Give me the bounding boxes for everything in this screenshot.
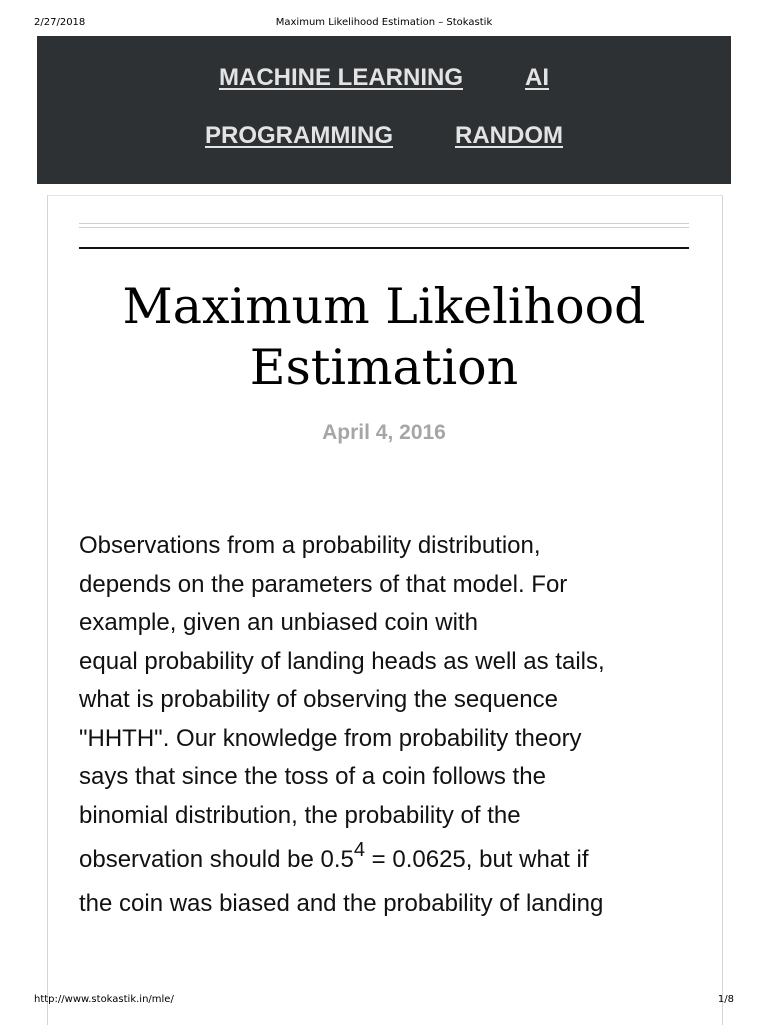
nav-link-ai[interactable]: AI bbox=[525, 64, 549, 91]
body-text: observation should be 0.5 bbox=[79, 846, 354, 873]
top-navigation bbox=[37, 36, 731, 184]
nav-row-1 bbox=[37, 64, 731, 92]
post-body bbox=[79, 527, 699, 924]
print-url: http://www.stokastik.in/mle/ bbox=[34, 994, 174, 1005]
body-line: depends on the parameters of that model. For bbox=[79, 570, 568, 598]
body-line: binomial distribution, the probability of the bbox=[79, 801, 521, 829]
post-title-line-1: Maximum Likelihood bbox=[122, 278, 646, 335]
print-date: 2/27/2018 bbox=[34, 17, 86, 28]
body-line: Observations from a probability distribution, bbox=[79, 532, 541, 559]
print-footer bbox=[0, 990, 768, 1024]
post-title bbox=[79, 276, 689, 398]
body-line: what is probability of observing the sequence bbox=[79, 686, 558, 713]
exponent: 4 bbox=[353, 839, 365, 861]
body-line: equal probability of landing heads as well as tails, bbox=[79, 647, 605, 675]
nav-link-machine-learning[interactable]: MACHINE LEARNING bbox=[219, 64, 463, 91]
body-line: example, given an unbiased coin with bbox=[79, 609, 478, 636]
print-header bbox=[0, 0, 768, 28]
header-divider bbox=[79, 223, 689, 228]
nav-row-2 bbox=[37, 122, 731, 150]
body-text: = 0.0625, but what if bbox=[365, 846, 589, 873]
title-divider bbox=[79, 247, 689, 249]
post-date: April 4, 2016 bbox=[322, 421, 446, 444]
nav-link-programming[interactable]: PROGRAMMING bbox=[205, 122, 393, 149]
body-line-with-exponent bbox=[79, 835, 699, 885]
post-title-line-2: Estimation bbox=[249, 339, 519, 396]
body-line: "HHTH". Our knowledge from probability theory bbox=[79, 724, 582, 752]
body-line: the coin was biased and the probability of landing bbox=[79, 890, 604, 917]
print-page-number: 1/8 bbox=[717, 994, 734, 1005]
nav-link-random[interactable]: RANDOM bbox=[455, 122, 563, 149]
print-document-title: Maximum Likelihood Estimation – Stokastik bbox=[275, 17, 493, 28]
body-line: says that since the toss of a coin follows the bbox=[79, 763, 546, 790]
